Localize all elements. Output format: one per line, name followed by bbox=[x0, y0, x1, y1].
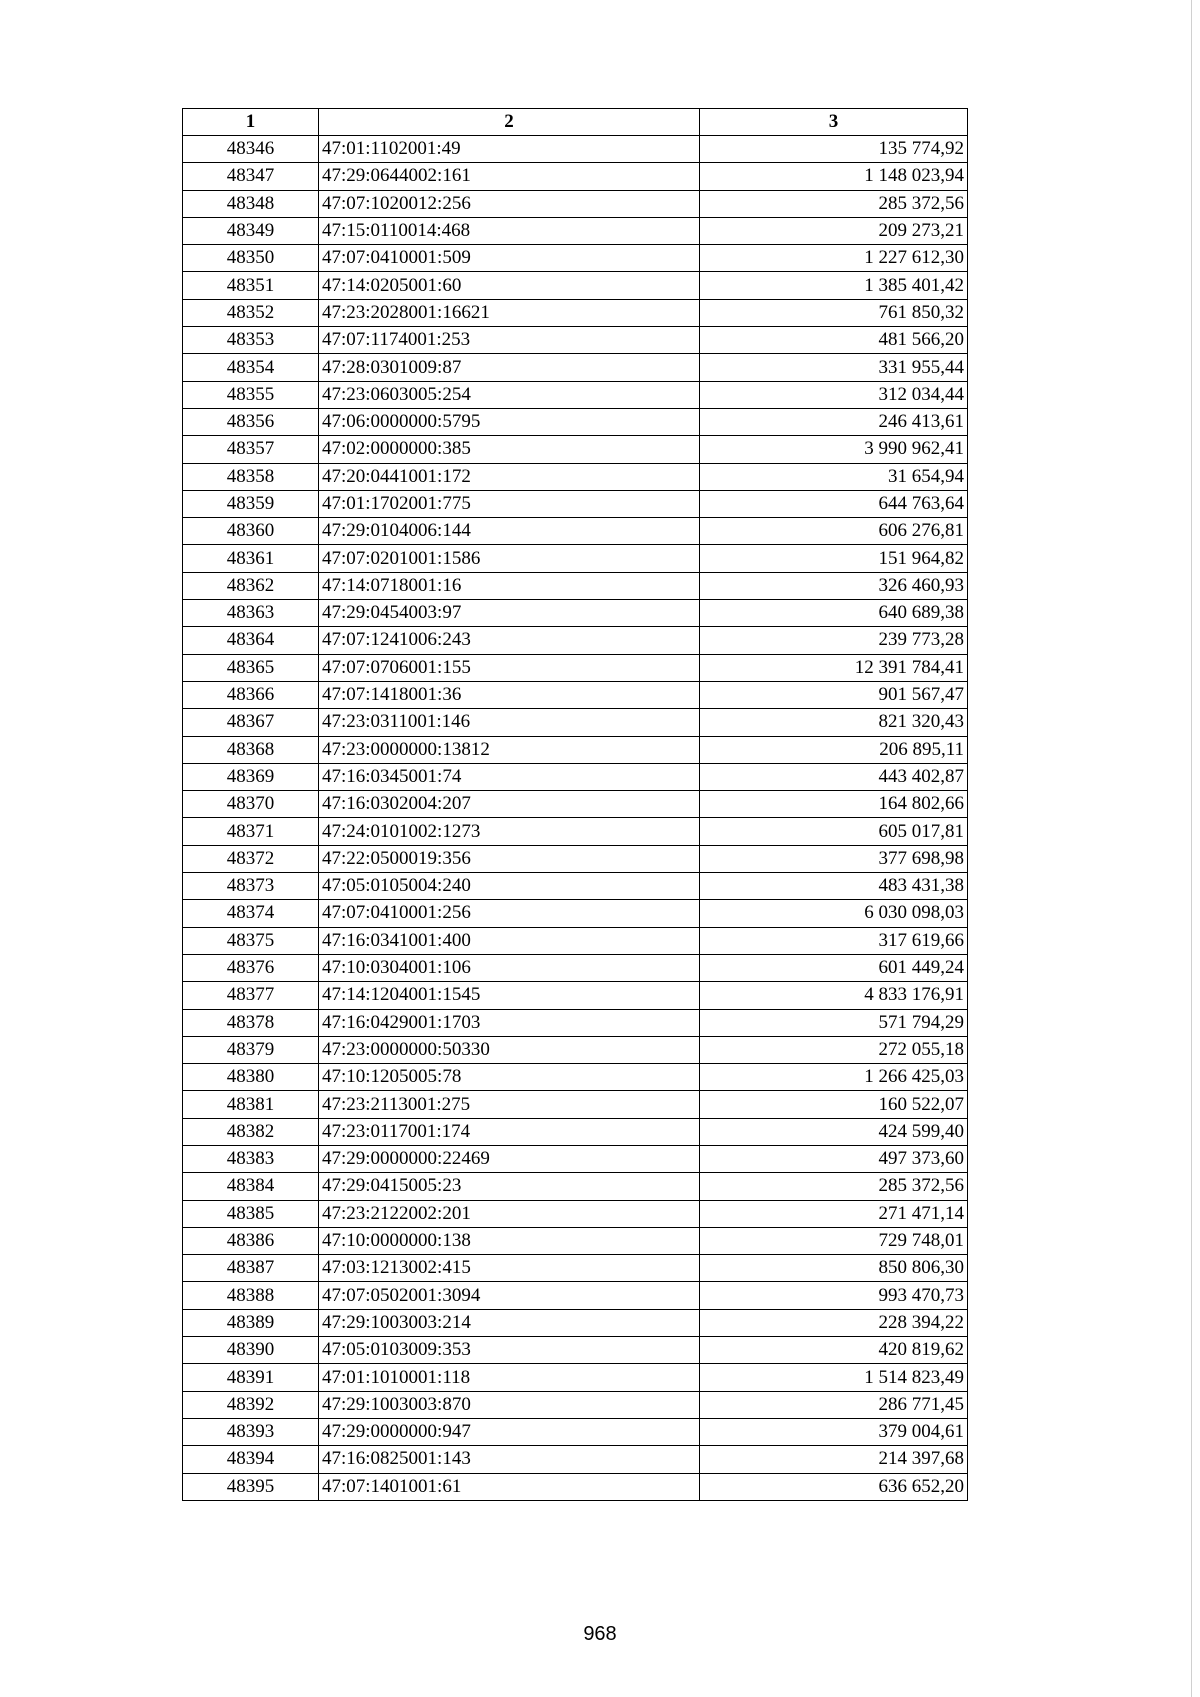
row-number-cell: 48389 bbox=[183, 1309, 319, 1336]
row-number-cell: 48376 bbox=[183, 954, 319, 981]
row-number-cell: 48379 bbox=[183, 1036, 319, 1063]
cadastral-number-cell: 47:01:1010001:118 bbox=[319, 1364, 700, 1391]
cadastral-value-cell: 1 227 612,30 bbox=[700, 245, 968, 272]
table-row bbox=[183, 1173, 968, 1200]
cadastral-number-cell: 47:05:0103009:353 bbox=[319, 1337, 700, 1364]
cadastral-number-cell: 47:23:2028001:16621 bbox=[319, 299, 700, 326]
table-row bbox=[183, 1118, 968, 1145]
row-number-cell: 48361 bbox=[183, 545, 319, 572]
cadastral-value-cell: 164 802,66 bbox=[700, 791, 968, 818]
row-number-cell: 48349 bbox=[183, 217, 319, 244]
cadastral-number-cell: 47:16:0345001:74 bbox=[319, 763, 700, 790]
table-row bbox=[183, 600, 968, 627]
table-row bbox=[183, 272, 968, 299]
cadastral-number-cell: 47:07:0201001:1586 bbox=[319, 545, 700, 572]
table-row bbox=[183, 436, 968, 463]
cadastral-number-cell: 47:10:0000000:138 bbox=[319, 1227, 700, 1254]
cadastral-number-cell: 47:15:0110014:468 bbox=[319, 217, 700, 244]
cadastral-value-cell: 331 955,44 bbox=[700, 354, 968, 381]
table-row bbox=[183, 1364, 968, 1391]
cadastral-number-cell: 47:07:1241006:243 bbox=[319, 627, 700, 654]
table-row bbox=[183, 545, 968, 572]
cadastral-value-cell: 993 470,73 bbox=[700, 1282, 968, 1309]
table-row bbox=[183, 518, 968, 545]
table-row bbox=[183, 818, 968, 845]
cadastral-value-cell: 135 774,92 bbox=[700, 136, 968, 163]
cadastral-number-cell: 47:07:1020012:256 bbox=[319, 190, 700, 217]
row-number-cell: 48350 bbox=[183, 245, 319, 272]
cadastral-number-cell: 47:07:0502001:3094 bbox=[319, 1282, 700, 1309]
cadastral-value-cell: 286 771,45 bbox=[700, 1391, 968, 1418]
row-number-cell: 48393 bbox=[183, 1418, 319, 1445]
cadastral-number-cell: 47:29:0644002:161 bbox=[319, 163, 700, 190]
table-row bbox=[183, 845, 968, 872]
cadastral-value-cell: 640 689,38 bbox=[700, 600, 968, 627]
row-number-cell: 48346 bbox=[183, 136, 319, 163]
table-row bbox=[183, 1200, 968, 1227]
cadastral-number-cell: 47:23:0603005:254 bbox=[319, 381, 700, 408]
row-number-cell: 48371 bbox=[183, 818, 319, 845]
cadastral-value-cell: 160 522,07 bbox=[700, 1091, 968, 1118]
cadastral-number-cell: 47:24:0101002:1273 bbox=[319, 818, 700, 845]
cadastral-number-cell: 47:16:0341001:400 bbox=[319, 927, 700, 954]
table-row bbox=[183, 1282, 968, 1309]
cadastral-value-cell: 644 763,64 bbox=[700, 490, 968, 517]
cadastral-value-cell: 271 471,14 bbox=[700, 1200, 968, 1227]
row-number-cell: 48351 bbox=[183, 272, 319, 299]
table-header-row bbox=[183, 109, 968, 136]
cadastral-value-cell: 151 964,82 bbox=[700, 545, 968, 572]
cadastral-value-cell: 4 833 176,91 bbox=[700, 982, 968, 1009]
table-row bbox=[183, 1309, 968, 1336]
cadastral-value-cell: 636 652,20 bbox=[700, 1473, 968, 1500]
cadastral-number-cell: 47:07:0706001:155 bbox=[319, 654, 700, 681]
cadastral-number-cell: 47:07:1174001:253 bbox=[319, 327, 700, 354]
table-row bbox=[183, 1091, 968, 1118]
row-number-cell: 48375 bbox=[183, 927, 319, 954]
cadastral-value-cell: 1 148 023,94 bbox=[700, 163, 968, 190]
table-row bbox=[183, 709, 968, 736]
cadastral-value-cell: 379 004,61 bbox=[700, 1418, 968, 1445]
table-row bbox=[183, 1227, 968, 1254]
row-number-cell: 48354 bbox=[183, 354, 319, 381]
table-row bbox=[183, 327, 968, 354]
cadastral-value-cell: 1 514 823,49 bbox=[700, 1364, 968, 1391]
row-number-cell: 48377 bbox=[183, 982, 319, 1009]
table-row bbox=[183, 1255, 968, 1282]
cadastral-number-cell: 47:07:0410001:256 bbox=[319, 900, 700, 927]
cadastral-value-cell: 206 895,11 bbox=[700, 736, 968, 763]
column-header-3: 3 bbox=[700, 109, 968, 136]
table-row bbox=[183, 408, 968, 435]
cadastral-number-cell: 47:14:0205001:60 bbox=[319, 272, 700, 299]
row-number-cell: 48356 bbox=[183, 408, 319, 435]
table-row bbox=[183, 1064, 968, 1091]
row-number-cell: 48353 bbox=[183, 327, 319, 354]
cadastral-value-cell: 901 567,47 bbox=[700, 681, 968, 708]
row-number-cell: 48357 bbox=[183, 436, 319, 463]
cadastral-number-cell: 47:16:0302004:207 bbox=[319, 791, 700, 818]
table-row bbox=[183, 1009, 968, 1036]
table-row bbox=[183, 354, 968, 381]
cadastral-value-cell: 312 034,44 bbox=[700, 381, 968, 408]
cadastral-number-cell: 47:10:1205005:78 bbox=[319, 1064, 700, 1091]
row-number-cell: 48352 bbox=[183, 299, 319, 326]
cadastral-value-cell: 209 273,21 bbox=[700, 217, 968, 244]
cadastral-number-cell: 47:23:0000000:13812 bbox=[319, 736, 700, 763]
cadastral-value-cell: 285 372,56 bbox=[700, 190, 968, 217]
cadastral-value-cell: 420 819,62 bbox=[700, 1337, 968, 1364]
table-row bbox=[183, 217, 968, 244]
row-number-cell: 48362 bbox=[183, 572, 319, 599]
table-row bbox=[183, 1473, 968, 1500]
row-number-cell: 48394 bbox=[183, 1446, 319, 1473]
table-row bbox=[183, 190, 968, 217]
row-number-cell: 48381 bbox=[183, 1091, 319, 1118]
cadastral-number-cell: 47:07:0410001:509 bbox=[319, 245, 700, 272]
table-row bbox=[183, 1446, 968, 1473]
row-number-cell: 48387 bbox=[183, 1255, 319, 1282]
table-row bbox=[183, 736, 968, 763]
cadastral-value-cell: 729 748,01 bbox=[700, 1227, 968, 1254]
cadastral-number-cell: 47:01:1702001:775 bbox=[319, 490, 700, 517]
cadastral-value-cell: 31 654,94 bbox=[700, 463, 968, 490]
cadastral-number-cell: 47:10:0304001:106 bbox=[319, 954, 700, 981]
table-row bbox=[183, 463, 968, 490]
table-row bbox=[183, 681, 968, 708]
page-edge-line bbox=[1191, 0, 1192, 1697]
cadastral-number-cell: 47:23:0117001:174 bbox=[319, 1118, 700, 1145]
cadastral-number-cell: 47:14:0718001:16 bbox=[319, 572, 700, 599]
row-number-cell: 48348 bbox=[183, 190, 319, 217]
cadastral-value-cell: 606 276,81 bbox=[700, 518, 968, 545]
row-number-cell: 48378 bbox=[183, 1009, 319, 1036]
cadastral-number-cell: 47:02:0000000:385 bbox=[319, 436, 700, 463]
cadastral-number-cell: 47:14:1204001:1545 bbox=[319, 982, 700, 1009]
cadastral-value-cell: 6 030 098,03 bbox=[700, 900, 968, 927]
row-number-cell: 48355 bbox=[183, 381, 319, 408]
page-number: 968 bbox=[583, 1623, 617, 1645]
cadastral-number-cell: 47:23:0000000:50330 bbox=[319, 1036, 700, 1063]
cadastral-value-cell: 850 806,30 bbox=[700, 1255, 968, 1282]
row-number-cell: 48360 bbox=[183, 518, 319, 545]
cadastral-value-cell: 601 449,24 bbox=[700, 954, 968, 981]
table-row bbox=[183, 982, 968, 1009]
cadastral-value-cell: 12 391 784,41 bbox=[700, 654, 968, 681]
cadastral-number-cell: 47:29:0000000:947 bbox=[319, 1418, 700, 1445]
cadastral-number-cell: 47:05:0105004:240 bbox=[319, 873, 700, 900]
column-header-2: 2 bbox=[319, 109, 700, 136]
cadastral-value-table bbox=[182, 108, 968, 1501]
cadastral-number-cell: 47:29:1003003:214 bbox=[319, 1309, 700, 1336]
table-row bbox=[183, 654, 968, 681]
table-row bbox=[183, 490, 968, 517]
table-row bbox=[183, 381, 968, 408]
cadastral-value-cell: 571 794,29 bbox=[700, 1009, 968, 1036]
cadastral-value-cell: 1 266 425,03 bbox=[700, 1064, 968, 1091]
cadastral-value-cell: 605 017,81 bbox=[700, 818, 968, 845]
cadastral-value-cell: 326 460,93 bbox=[700, 572, 968, 599]
table-body bbox=[183, 136, 968, 1501]
row-number-cell: 48380 bbox=[183, 1064, 319, 1091]
row-number-cell: 48372 bbox=[183, 845, 319, 872]
table-row bbox=[183, 763, 968, 790]
column-header-1: 1 bbox=[183, 109, 319, 136]
row-number-cell: 48386 bbox=[183, 1227, 319, 1254]
table-row bbox=[183, 245, 968, 272]
cadastral-value-cell: 443 402,87 bbox=[700, 763, 968, 790]
row-number-cell: 48395 bbox=[183, 1473, 319, 1500]
cadastral-number-cell: 47:06:0000000:5795 bbox=[319, 408, 700, 435]
cadastral-value-cell: 497 373,60 bbox=[700, 1145, 968, 1172]
row-number-cell: 48368 bbox=[183, 736, 319, 763]
cadastral-number-cell: 47:29:0104006:144 bbox=[319, 518, 700, 545]
cadastral-number-cell: 47:23:2113001:275 bbox=[319, 1091, 700, 1118]
cadastral-number-cell: 47:07:1418001:36 bbox=[319, 681, 700, 708]
row-number-cell: 48347 bbox=[183, 163, 319, 190]
cadastral-value-cell: 246 413,61 bbox=[700, 408, 968, 435]
cadastral-value-cell: 317 619,66 bbox=[700, 927, 968, 954]
row-number-cell: 48367 bbox=[183, 709, 319, 736]
row-number-cell: 48369 bbox=[183, 763, 319, 790]
cadastral-value-cell: 377 698,98 bbox=[700, 845, 968, 872]
table-row bbox=[183, 1337, 968, 1364]
table-row bbox=[183, 1145, 968, 1172]
row-number-cell: 48390 bbox=[183, 1337, 319, 1364]
cadastral-value-cell: 761 850,32 bbox=[700, 299, 968, 326]
cadastral-number-cell: 47:29:0454003:97 bbox=[319, 600, 700, 627]
cadastral-number-cell: 47:28:0301009:87 bbox=[319, 354, 700, 381]
cadastral-value-cell: 285 372,56 bbox=[700, 1173, 968, 1200]
cadastral-number-cell: 47:03:1213002:415 bbox=[319, 1255, 700, 1282]
cadastral-number-cell: 47:16:0429001:1703 bbox=[319, 1009, 700, 1036]
row-number-cell: 48366 bbox=[183, 681, 319, 708]
row-number-cell: 48358 bbox=[183, 463, 319, 490]
cadastral-value-cell: 481 566,20 bbox=[700, 327, 968, 354]
table-row bbox=[183, 791, 968, 818]
table-row bbox=[183, 927, 968, 954]
cadastral-number-cell: 47:07:1401001:61 bbox=[319, 1473, 700, 1500]
row-number-cell: 48392 bbox=[183, 1391, 319, 1418]
table-row bbox=[183, 627, 968, 654]
table-row bbox=[183, 1391, 968, 1418]
row-number-cell: 48364 bbox=[183, 627, 319, 654]
row-number-cell: 48385 bbox=[183, 1200, 319, 1227]
row-number-cell: 48374 bbox=[183, 900, 319, 927]
cadastral-number-cell: 47:20:0441001:172 bbox=[319, 463, 700, 490]
cadastral-number-cell: 47:29:1003003:870 bbox=[319, 1391, 700, 1418]
cadastral-value-cell: 214 397,68 bbox=[700, 1446, 968, 1473]
cadastral-value-cell: 821 320,43 bbox=[700, 709, 968, 736]
cadastral-value-cell: 272 055,18 bbox=[700, 1036, 968, 1063]
table-row bbox=[183, 572, 968, 599]
table-row bbox=[183, 1036, 968, 1063]
row-number-cell: 48388 bbox=[183, 1282, 319, 1309]
cadastral-number-cell: 47:22:0500019:356 bbox=[319, 845, 700, 872]
cadastral-value-cell: 424 599,40 bbox=[700, 1118, 968, 1145]
table-row bbox=[183, 163, 968, 190]
cadastral-value-cell: 239 773,28 bbox=[700, 627, 968, 654]
cadastral-number-cell: 47:23:0311001:146 bbox=[319, 709, 700, 736]
cadastral-value-cell: 228 394,22 bbox=[700, 1309, 968, 1336]
row-number-cell: 48391 bbox=[183, 1364, 319, 1391]
cadastral-number-cell: 47:23:2122002:201 bbox=[319, 1200, 700, 1227]
row-number-cell: 48363 bbox=[183, 600, 319, 627]
table-row bbox=[183, 900, 968, 927]
row-number-cell: 48384 bbox=[183, 1173, 319, 1200]
cadastral-value-cell: 3 990 962,41 bbox=[700, 436, 968, 463]
table-row bbox=[183, 1418, 968, 1445]
table-row bbox=[183, 136, 968, 163]
row-number-cell: 48365 bbox=[183, 654, 319, 681]
cadastral-number-cell: 47:29:0415005:23 bbox=[319, 1173, 700, 1200]
cadastral-number-cell: 47:29:0000000:22469 bbox=[319, 1145, 700, 1172]
cadastral-number-cell: 47:01:1102001:49 bbox=[319, 136, 700, 163]
table-row bbox=[183, 873, 968, 900]
row-number-cell: 48382 bbox=[183, 1118, 319, 1145]
row-number-cell: 48383 bbox=[183, 1145, 319, 1172]
cadastral-number-cell: 47:16:0825001:143 bbox=[319, 1446, 700, 1473]
table-row bbox=[183, 954, 968, 981]
table-row bbox=[183, 299, 968, 326]
cadastral-value-cell: 1 385 401,42 bbox=[700, 272, 968, 299]
row-number-cell: 48370 bbox=[183, 791, 319, 818]
row-number-cell: 48373 bbox=[183, 873, 319, 900]
cadastral-value-cell: 483 431,38 bbox=[700, 873, 968, 900]
row-number-cell: 48359 bbox=[183, 490, 319, 517]
